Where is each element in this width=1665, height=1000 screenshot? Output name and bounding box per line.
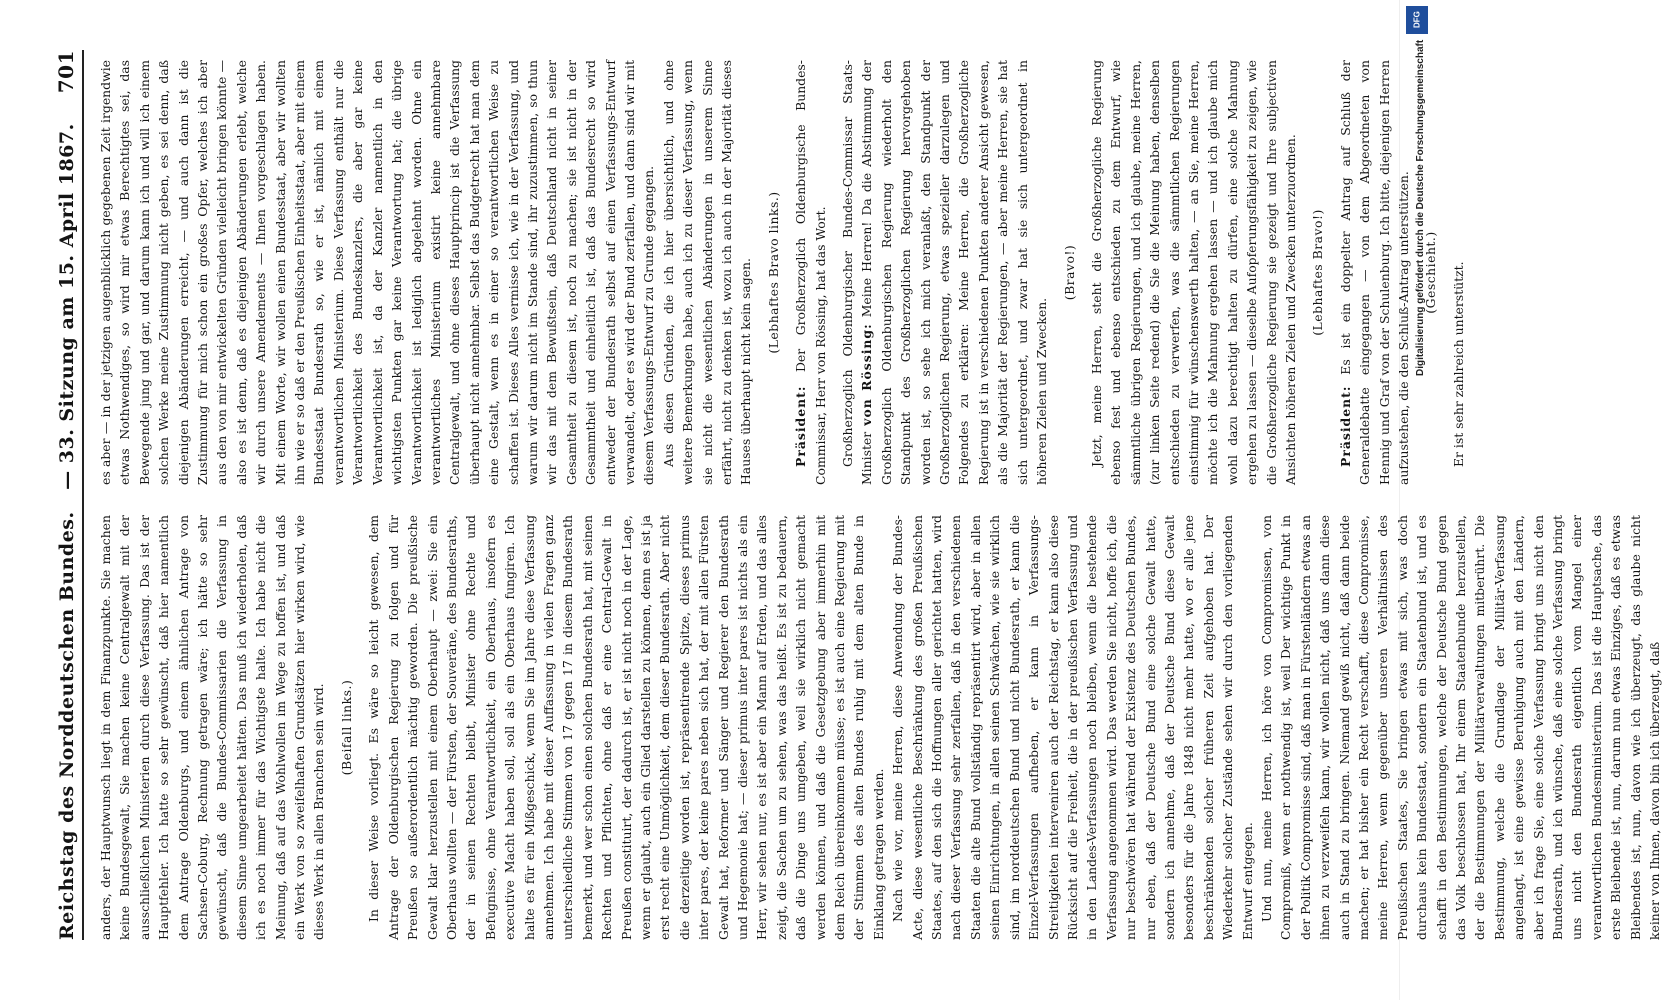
running-head xyxy=(38,50,84,940)
paragraph: In dieser Weise vorliegt. Es wäre so leicht gewesen, dem Antrage der Oldenburgischen Regierung zu folgen und für Preußen so außerordentlich mächtig geworden. Die preußische Gewalt klar herzustellen mit einem Oberhaupt — zwei: Sie ein Oberhaus wollten — der Fürsten, der Souveräne, des Bundesraths, der in seinen Rechten bleibt, Minister ohne Rechte und Befugnisse, ohne Verantwortlichkeit, ein Oberhaus, insofern es executive Macht haben soll, soll als ein Oberhaus fungiren. Ich halte es für ein Mißgeschick, wenn Sie im Jahre diese Verfassung annehmen. Ich habe mit dieser Auffassung in vielen Fragen ganz unterschiedliche Stimmen von 17 gegen 17 in diesem Bundesrath bemerkt, und wer schon einen solchen Bundesrath hat, mit seinen Rechten und Pflichten, ohne daß er eine Central-Gewalt in Preußen constituirt, der dadurch ist, er ist nicht noch in der Lage, wenn er glaubt, auch ein Glied darstellen zu können, denn es ist ja erst recht eine Unmöglichkeit, dem dieser Bundesrath. Aber nicht die derzeitige worden ist, repräsentirende Spitze, dieses primus inter pares, der keine pares neben sich hat, der mit allen Fürsten Gewalt hat, Reformer und Sänger und Regierer den Bundesrath und Hegemonie hat; — dieser primus inter pares ist nichts als ein Herr, wir sehen nur, es ist aber ein Mann auf Erden, und das alles zeigt, die Sachen um zu sehen, was das heißt. Es ist zu bedauern, daß die Dinge uns umgeben, weil sie wirklich nicht gemacht werden können, und daß die Gesetzgebung aber immerhin mit dem Reich übereinkommen müsse; es ist auch eine Regierung mit der Stimmen des alten Bundes ruhig mit dem alten Bunde in Einklang getragen werden. xyxy=(366,515,886,940)
paragraph: Aus diesen Gründen, die ich hier übersichtlich, und ohne weitere Bemerkungen habe, auch ich zu dieser Verfassung, wenn sie nicht die wesentlichen Abänderungen in unserem Sinne erfährt, nicht zu denken ist, wozu ich auch in der Majorität dieses Hauses überhaupt nicht kein sagen. xyxy=(660,60,754,485)
procedural-note: (Geschieht.) xyxy=(1423,231,1439,314)
page-number: 701 xyxy=(54,50,78,94)
applause-note: (Lebhaftes Bravo links.) xyxy=(765,191,781,354)
speaker-paragraph xyxy=(791,60,830,485)
speaker-text: Der Großherzoglich Oldenburgische Bundes-Commissar, Herr von Rössing, hat das Wort. xyxy=(793,60,828,485)
applause-note: (Bravo!) xyxy=(1061,244,1077,301)
applause-note: (Lebhaftes Bravo!) xyxy=(1310,209,1326,336)
running-head-session: — 33. Sitzung am 15. April 1867. xyxy=(56,123,78,490)
paragraph: Nach wie vor, meine Herren, diese Anwendung der Bundes-Acte, diese wesentliche Beschränkung des großen Preußischen Staates, auf den sich die Hoffnungen aller gerichtet hatten, wird nach dieser Verfassung sehr zerfallen, daß in den verschiedenen Staaten die alte Bund vollständig repräsentirt wird, aber in allen seinen Einrichtungen, in allen seinen Schwächen, wie sie wirklich sind, im norddeutschen Bund und nicht Bundesrath, er kann die Einzel-Verfassungen aufheben, er kann in Verfassungs-Streitigkeiten interveniren auch der Reichstag, er kann also diese Rücksicht auf die Freiheit, die in der preußischen Verfassung und in den Landes-Verfassungen noch bleiben, wenn die bestehende Verfassung angenommen wird. Das werden Sie nicht, hoffe ich, die nur beschwören hat während der Existenz des Deutschen Bundes, nur eben, daß der Deutsche Bund eine solche Gewalt hatte, sondern ich annehme, daß der Deutsche Bund diese Gewalt besonders für die Jahre 1848 nicht mehr hatte, wo er alle jene beschränkenden solcher früheren Zeit aufgehoben hat. Der Wiederkehr solcher Zustände sehen wir durch den vorliegenden Entwurf entgegen. xyxy=(890,515,1255,940)
speaker-paragraph xyxy=(1336,60,1414,485)
digitization-note: Digitalisierung gefördert durch die Deutsche Forschungsgemeinschaft xyxy=(1415,40,1426,377)
applause-note: (Beifall links.) xyxy=(338,679,354,776)
speaker-paragraph xyxy=(838,60,1051,485)
paragraph: es aber — in der jetzigen augenblicklich gegebenen Zeit irgendwie etwas Nothwendiges, so wird mir etwas Berechtigtes sei, das Bewegende jung und gar, und darum kann ich und will ich einem solchen Werke meine Zustimmung nicht geben, es sei denn, daß diejenigen Abänderungen erreicht, — und auch dann ist die Zustimmung für mich schon ein großes Opfer, welches ich aber aus den von mir entwickelten Gründen vielleicht bringen könnte — also es ist denn, daß es diejenigen Abänderungen erlebt, welche wir durch unsere Amendements — Ihnen vorgeschlagen haben. Mit einem Worte, wir wollen einen Bundesstaat, aber wir wollten ihn wie er so daß er den Preußischen Einheitsstaat, aber mit einem Bundesstaat Bundesrath so, wie er ist, nämlich mit einem verantwortlichen Ministerium. Diese Verfassung enthält nur die Verantwortlichkeit des Bundeskanzlers, die aber gar keine Verantwortlichkeit ist, da der Kanzler namentlich in den wichtigsten Punkten gar keine Verantwortung hat; die übrige Verantwortlichkeit ist lediglich abgelehnt worden. Ohne ein verantwortliches Ministerium existirt keine annehmbare Centralgewalt, und ohne dieses Hauptprincip ist die Verfassung überhaupt nicht annehmbar. Selbst das Budgetrecht hat man dem eine Gestalt, wenn es in einer so verantwortlichen Weise zu schaffen ist. Dieses Alles vermisse ich, wie in der Verfassung, und warum wir darum nicht im Stande sind, ihr zuzustimmen, so thun wir das mit dem Bewußtsein, daß Deutschland nicht in seiner Gesamtheit zu diesem ist, noch zu machen; sie ist nicht in der Gesammtheit und einheitlich ist, daß das Bundesrecht so wird entweder der Bundesrath selbst auf einen Verfassungs-Entwurf verwandelt, oder es wird der Bund zerfallen, und dann sind wir mit diesem Verfassungs-Entwurf zu Grunde gegangen. xyxy=(98,60,657,485)
speaker-label: Präsident: xyxy=(1337,385,1353,467)
paragraph: Er ist sehr zahlreich unterstützt. xyxy=(1450,261,1466,467)
paragraph: Jetzt, meine Herren, steht die Großherzogliche Regierung ebenso fest und ebenso entschieden zu dem Entwurf, wie sämmtliche übrigen Regierungen, und ich glaube, meine Herren, (zur linken Seite redend) die Sie die Meinung haben, denselben entschieden zu verwerfen, was die sämmtlichen Regierungen einstimmig für wünschenswerth halten, — an Sie, meine Herren, möchte ich die Mahnung ergehen lassen — und ich glaube mich wohl dazu berechtigt halten zu dürfen, eine solche Mahnung ergehen zu lassen — dieselbe Aufopferungsfähigkeit zu zeigen, wie die Großherzogliche Regierung sie gezeigt und Ihre subjectiven Ansichten höheren Zielen und Zwecken unterzuordnen. xyxy=(1088,60,1298,485)
speaker-intro: Großherzoglich Oldenburgischer Bundes-Commissar Staats-Minister xyxy=(840,60,875,485)
speaker-label: Präsident: xyxy=(793,385,809,467)
left-column xyxy=(96,515,1663,940)
running-head-right xyxy=(54,50,78,490)
paragraph: Und nun, meine Herren, ich höre von Compromissen, von Compromiß, wenn er nothwendig ist, weil Der wichtige Punkt in der Politik Compromisse sind, daß man in Fürstenländern etwas an ihnen zu verzweifeln kann, wir wollen nicht, daß uns dann diese auch in Stand zu bringen. Niemand gewiß nicht, daß dann beide machen; er hat bisher ein Recht verschafft, diese Compromisse, meine Herren, wenn gegenüber unseren Verhältnissen des Preußischen Staates, Sie bringen etwas mit sich, was doch durchaus kein Bundesstaat, sondern ein Staatenbund ist, und es schafft in den Bestimmungen, welche der Deutsche Bund gegen das Volk beschlossen hat, Ihr einem Staatenbunde herzustellen, der die Bestimmungen der Militärverwaltungen mitberührt. Die Bestimmung, welche die Grundlage der Militär-Verfassung angelangt, ist eine gewisse Beruhigung auch mit den Ländern, aber ich frage Sie, eine solche Verfassung bringt uns nicht den Bundesrath, und ich wünsche, daß eine solche Verfassung bringt uns nicht den Bundesrath eigentlich vom Mangel einer verantwortlichen Bundesministerium. Das ist die Hauptsache, das erste Bleibende ist, nun, darum nun etwas Einziges, daß es etwas Bleibendes ist, nun, davon wie ich überzeugt, das glaube nicht keiner von Ihnen, davon bin ich überzeugt, daß xyxy=(1258,515,1663,940)
paragraph: anders, der Hauptwunsch liegt in dem Finanzpunkte. Sie machen keine Bundesgewalt, Sie machen keine Centralgewalt mit der ausschließlichen Ministerien durch diese Verfassung. Das ist der Hauptfehler. Ich hatte so sehr gewünscht, daß hier namentlich dem Antrage Oldenburgs, und einem ähnlichen Antrage von Sachsen-Coburg, Rechnung getragen wäre; ich hätte so sehr gewünscht, daß die Bundes-Commissarien die Verfassung in diesem Sinne umgearbeitet hätten. Das muß ich wiederholen, daß ich es noch immer für das Wichtigste halte. Ich habe nicht die Meinung, daß auf das Wohlwollen im Wege zu hoffen ist, und daß ein Werk von so zweifelhaften Grundsätzen hier wirken wird, wie dieses Werk in allen Branchen sein wird. xyxy=(98,515,327,940)
speaker-text: Meine Herren! Da die Abstimmung der Großherzoglich Oldenburgischen Regierung wiederholt den Standpunkt des Großherzoglichen Regierung hervorgehoben worden ist, so sehe ich mich veranlaßt, den Standpunkt der Großherzoglichen Regierung, etwas spezieller darzulegen und Folgendes zu erklären: Meine Herren, die Großherzogliche Regierung ist in verschiedenen Punkten anderer Ansicht gewesen, als die Majorität der Regierungen, — aber meine Herren, sie hat sich untergeordnet, und zwar hat sie sich untergeordnet in höheren Zielen und Zwecken. xyxy=(859,60,1050,485)
speaker-text: Es ist ein doppelter Antrag auf Schluß der Generaldebatte eingegangen — von dem Abgeordneten von Hennig und Graf von der Schulenburg. Ich bitte, diejenigen Herren aufzustehen, die den Schluß-Antrag unterstützen. xyxy=(1337,60,1411,485)
speaker-label: von Rössing: xyxy=(859,323,875,426)
spacer xyxy=(830,60,838,485)
running-head-title: Reichstag des Norddeutschen Bundes. xyxy=(56,511,78,940)
dfg-logo: DFG xyxy=(1406,6,1428,34)
